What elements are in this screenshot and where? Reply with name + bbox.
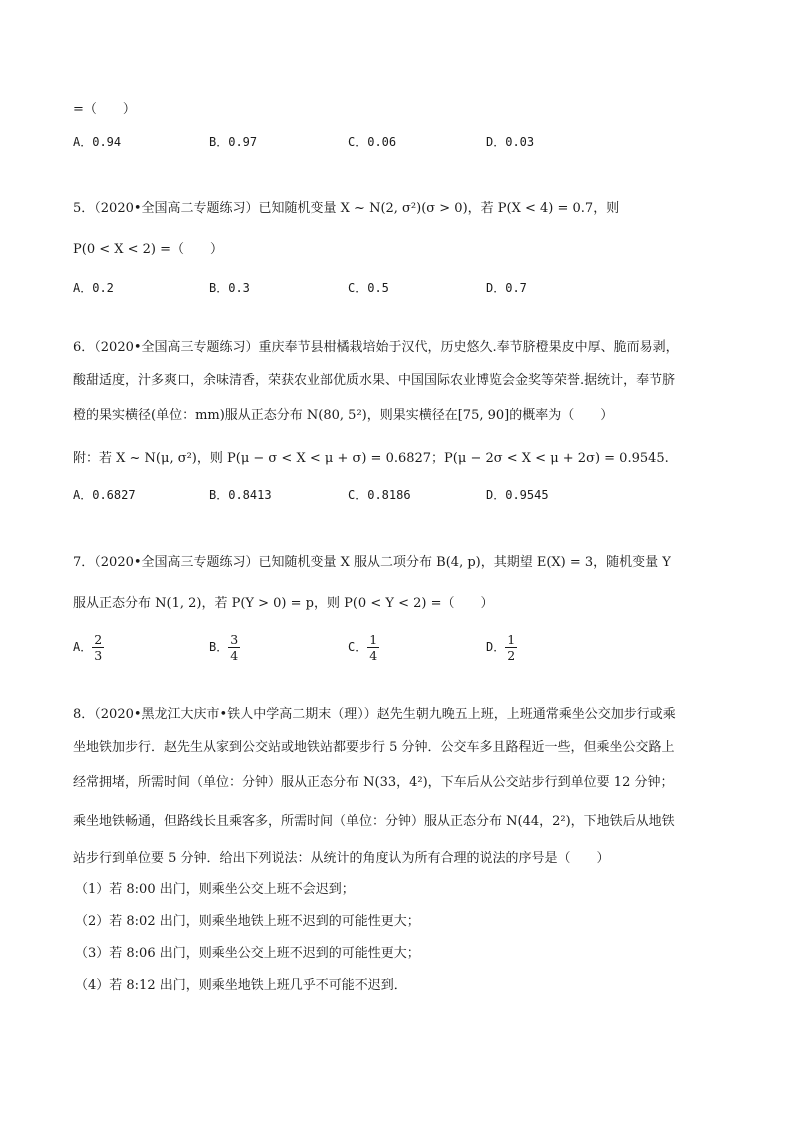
q5-option-c: C．0.5 bbox=[348, 281, 389, 295]
q7-option-d-numerator: 1 bbox=[507, 632, 516, 647]
q8-statement-2: （2）若 8:02 出门，则乘坐地铁上班不迟到的可能性更大； bbox=[75, 914, 420, 929]
q6-stem-line-3: 橙的果实横径(单位：mm)服从正态分布 N(80, 5²)，则果实横径在[75, 90]的概率为（ ） bbox=[73, 408, 614, 423]
q7-option-d-denominator: 2 bbox=[507, 648, 516, 663]
q5-option-b: B．0.3 bbox=[209, 281, 250, 295]
q8-statement-1: （1）若 8:00 出门，则乘坐公交上班不会迟到； bbox=[75, 882, 355, 897]
q8-statement-4: （4）若 8:12 出门，则乘坐地铁上班几乎不可能不迟到． bbox=[75, 978, 407, 993]
q5-stem-line-1: 5．（2020•全国高二专题练习）已知随机变量 X ~ N(2, σ²)(σ > 0)，若 P(X < 4) = 0.7，则 bbox=[73, 201, 620, 216]
q7-option-d-label: D． bbox=[486, 640, 506, 654]
q8-statement-3: （3）若 8:06 出门，则乘坐公交上班不迟到的可能性更大； bbox=[75, 946, 420, 961]
q7-options bbox=[73, 627, 633, 667]
prev-option-a: A．0.94 bbox=[73, 135, 122, 149]
q6-stem-line-1: 6．（2020•全国高三专题练习）重庆奉节县柑橘栽培始于汉代，历史悠久.奉节脐橙果皮中厚、脆而易剥， bbox=[73, 340, 679, 355]
q6-appendix-line: 附：若 X ~ N(μ, σ²)，则 P(μ − σ < X < μ + σ) = 0.6827；P(μ − 2σ < X < μ + 2σ) = 0.9545. bbox=[73, 451, 669, 466]
q8-stem-line-1: 8．（2020•黑龙江大庆市•铁人中学高二期末（理））赵先生朝九晚五上班，上班通常乘坐公交加步行或乘 bbox=[73, 707, 676, 722]
q7-option-c-denominator: 4 bbox=[369, 648, 378, 663]
q7-option-a-label: A． bbox=[73, 640, 93, 654]
q7-option-c bbox=[348, 627, 379, 667]
q6-stem-line-2: 酸甜适度，汁多爽口，余味清香，荣获农业部优质水果、中国国际农业博览会金奖等荣誉.据统计，奉节脐 bbox=[73, 373, 676, 388]
q6-option-a: A．0.6827 bbox=[73, 488, 136, 502]
prev-option-d: D．0.03 bbox=[486, 135, 535, 149]
q7-option-a-fraction bbox=[92, 632, 104, 663]
q7-option-d bbox=[486, 627, 517, 667]
prev-question-options bbox=[73, 131, 633, 153]
q7-stem-line-1: 7．（2020•全国高三专题练习）已知随机变量 X 服从二项分布 B(4, p)，其期望 E(X) = 3，随机变量 Y bbox=[73, 555, 671, 570]
q8-stem-line-5: 站步行到单位要 5 分钟．给出下列说法：从统计的角度认为所有合理的说法的序号是（ ） bbox=[73, 851, 610, 866]
q5-option-d: D．0.7 bbox=[486, 281, 527, 295]
prev-option-b: B．0.97 bbox=[209, 135, 258, 149]
q7-option-c-label: C． bbox=[348, 640, 368, 654]
q6-option-c: C．0.8186 bbox=[348, 488, 411, 502]
q5-options bbox=[73, 277, 633, 299]
q6-options bbox=[73, 484, 633, 506]
q7-option-b-fraction bbox=[228, 632, 240, 663]
q7-option-a-numerator: 2 bbox=[94, 632, 103, 647]
q8-stem-line-4: 乘坐地铁畅通，但路线长且乘客多，所需时间（单位：分钟）服从正态分布 N(44，2²)，下地铁后从地铁 bbox=[73, 814, 675, 829]
q7-stem-line-2: 服从正态分布 N(1, 2)，若 P(Y > 0) = p，则 P(0 < Y < 2) =（ ） bbox=[73, 596, 494, 611]
q7-option-d-fraction bbox=[505, 632, 517, 663]
q6-option-b: B．0.8413 bbox=[209, 488, 272, 502]
q8-stem-line-2: 坐地铁加步行．赵先生从家到公交站或地铁站都要步行 5 分钟．公交车多且路程近一些，但乘坐公交路上 bbox=[73, 740, 675, 755]
q7-option-a-denominator: 3 bbox=[94, 648, 103, 663]
q7-option-b-numerator: 3 bbox=[230, 632, 239, 647]
prev-option-c: C．0.06 bbox=[348, 135, 397, 149]
q7-option-a bbox=[73, 627, 104, 667]
q8-stem-line-3: 经常拥堵，所需时间（单位：分钟）服从正态分布 N(33，4²)，下车后从公交站步行到单位要 12 分钟； bbox=[73, 775, 674, 790]
q7-option-b-denominator: 4 bbox=[230, 648, 239, 663]
q7-option-b-label: B． bbox=[209, 640, 229, 654]
q7-option-c-numerator: 1 bbox=[369, 632, 378, 647]
q5-option-a: A．0.2 bbox=[73, 281, 114, 295]
prev-question-stem-tail: =（ ） bbox=[73, 102, 136, 117]
q7-option-b bbox=[209, 627, 240, 667]
q5-stem-line-2: P(0 < X < 2) =（ ） bbox=[73, 242, 224, 257]
q6-option-d: D．0.9545 bbox=[486, 488, 549, 502]
q7-option-c-fraction bbox=[367, 632, 379, 663]
